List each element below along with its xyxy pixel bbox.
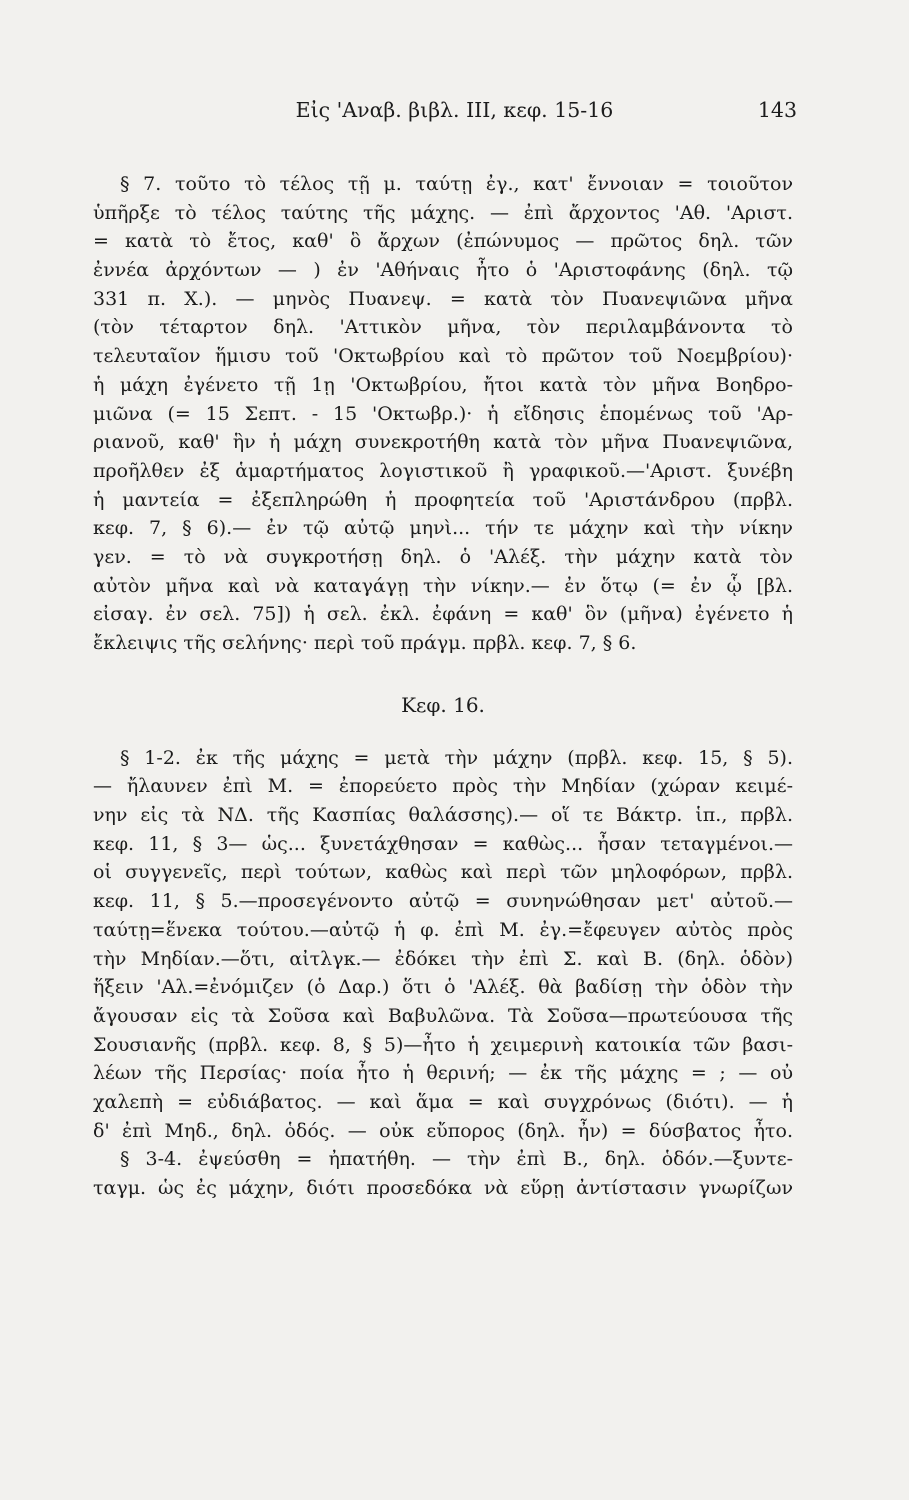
text-line: εἰσαγ. ἐν σελ. 75]) ἡ σελ. ἐκλ. ἐφάνη = καθ' ὃν (μῆνα) ἐγένετο ἡ [93, 603, 793, 626]
text-line: τὴν Μηδίαν.—ὅτι, αἰτλγκ.— ἐδόκει τὴν ἐπὶ Σ. καὶ Β. (δηλ. ὁδὸν) [93, 947, 793, 970]
text-line: νην εἰς τὰ ΝΔ. τῆς Κασπίας θαλάσσης).— οἵ τε Βάκτρ. ἱπ., πρβλ. [93, 804, 793, 827]
text-line: — ἤλαυνεν ἐπὶ Μ. = ἐπορεύετο πρὸς τὴν Μηδίαν (χώραν κειμέ- [93, 775, 793, 798]
commentary-section-16-1-2 [93, 744, 793, 1146]
text-line: ἐννέα ἀρχόντων — ) ἐν 'Αθήναις ἦτο ὁ 'Αριστοφάνης (δηλ. τῷ [93, 259, 793, 282]
text-line: ἄγουσαν εἰς τὰ Σοῦσα καὶ Βαβυλῶνα. Τὰ Σοῦσα—πρωτεύουσα τῆς [93, 1004, 793, 1027]
text-line: κεφ. 7, § 6).— ἐν τῷ αὐτῷ μηνὶ... τήν τε μάχην καὶ τὴν νίκην [93, 517, 793, 540]
text-line: λέων τῆς Περσίας· ποία ἦτο ἡ θερινή; — ἐκ τῆς μάχης = ; — οὐ [93, 1062, 793, 1085]
text-line: ἔκλειψις τῆς σελήνης· περὶ τοῦ πράγμ. πρβλ. κεφ. 7, § 6. [93, 632, 637, 654]
text-line: ὑπῆρξε τὸ τέλος ταύτης τῆς μάχης. — ἐπὶ ἄρχοντος 'Αθ. 'Αριστ. [93, 201, 793, 224]
text-line: προῆλθεν ἐξ ἁμαρτήματος λογιστικοῦ ἢ γραφικοῦ.—'Αριστ. ξυνέβη [93, 459, 793, 482]
page-header [112, 98, 797, 128]
text-line: ταύτῃ=ἕνεκα τούτου.—αὐτῷ ἡ φ. ἐπὶ Μ. ἐγ.=ἔφευγεν αὐτὸς πρὸς [93, 918, 793, 941]
text-line: αὐτὸν μῆνα καὶ νὰ καταγάγῃ τὴν νίκην.— ἐν ὅτῳ (= ἐν ᾧ [βλ. [93, 574, 793, 597]
text-line: κεφ. 11, § 3— ὡς... ξυνετάχθησαν = καθὼς... ἦσαν τεταγμένοι.— [93, 832, 793, 855]
text-line: (τὸν τέταρτον δηλ. 'Αττικὸν μῆνα, τὸν περιλαμβάνοντα τὸ [93, 316, 793, 339]
text-line: § 1-2. ἐκ τῆς μάχης = μετὰ τὴν μάχην (πρβλ. κεφ. 15, § 5). [120, 746, 793, 769]
text-line: χαλεπὴ = εὐδιάβατος. — καὶ ἅμα = καὶ συγχρόνως (διότι). — ἡ [93, 1090, 793, 1113]
running-title: Εἰς 'Αναβ. βιβλ. ΙΙΙ, κεφ. 15-16 [295, 98, 614, 122]
text-line: δ' ἐπὶ Μηδ., δηλ. ὁδός. — οὐκ εὔπορος (δηλ. ἦν) = δύσβατος ἦτο. [93, 1119, 793, 1142]
commentary-text [93, 170, 793, 1203]
text-line: = κατὰ τὸ ἔτος, καθ' ὃ ἄρχων (ἐπώνυμος — πρῶτος δηλ. τῶν [93, 230, 793, 253]
commentary-section-16-3-4 [93, 1145, 793, 1202]
text-line: ἥξειν 'Αλ.=ἐνόμιζεν (ὁ Δαρ.) ὅτι ὁ 'Αλέξ. θὰ βαδίσῃ τὴν ὁδὸν τὴν [93, 976, 793, 999]
text-line: § 7. τοῦτο τὸ τέλος τῇ μ. ταύτῃ ἐγ., κατ' ἔννοιαν = τοιοῦτον [120, 173, 793, 195]
text-line: ἡ μαντεία = ἐξεπληρώθη ἡ προφητεία τοῦ 'Αριστάνδρου (πρβλ. [93, 488, 793, 511]
text-line: 331 π. Χ.). — μηνὸς Πυανεψ. = κατὰ τὸν Πυανεψιῶνα μῆνα [93, 287, 793, 310]
text-line: μιῶνα (= 15 Σεπτ. - 15 'Οκτωβρ.)· ἡ εἴδησις ἑπομένως τοῦ 'Αρ- [93, 402, 793, 425]
text-line: ἡ μάχη ἐγένετο τῇ 1ῃ 'Οκτωβρίου, ἤτοι κατὰ τὸν μῆνα Βοηδρο- [93, 373, 793, 396]
text-line: γεν. = τὸ νὰ συγκροτήσῃ δηλ. ὁ 'Αλέξ. τὴν μάχην κατὰ τὸν [93, 545, 793, 568]
page-number: 143 [757, 98, 797, 122]
text-line: κεφ. 11, § 5.—προσεγένοντο αὐτῷ = συνηνώθησαν μετ' αὐτοῦ.— [93, 890, 793, 913]
commentary-section-15-7 [93, 170, 793, 658]
text-line: τελευταῖον ἥμισυ τοῦ 'Οκτωβρίου καὶ τὸ πρῶτον τοῦ Νοεμβρίου)· [93, 345, 793, 368]
text-line: ριανοῦ, καθ' ἣν ἡ μάχη συνεκροτήθη κατὰ τὸν μῆνα Πυανεψιῶνα, [93, 431, 793, 454]
text-line: ταγμ. ὡς ἐς μάχην, διότι προσεδόκα νὰ εὕρῃ ἀντίστασιν γνωρίζων [93, 1177, 793, 1199]
text-line: Σουσιανῆς (πρβλ. κεφ. 8, § 5)—ἦτο ἡ χειμερινὴ κατοικία τῶν βασι- [93, 1033, 793, 1056]
text-line: § 3-4. ἐψεύσθη = ἠπατήθη. — τὴν ἐπὶ Β., δηλ. ὁδόν.—ξυντε- [120, 1148, 793, 1171]
chapter-heading: Κεφ. 16. [401, 692, 485, 717]
text-line: οἱ συγγενεῖς, περὶ τούτων, καθὼς καὶ περὶ τῶν μηλοφόρων, πρβλ. [93, 861, 793, 884]
